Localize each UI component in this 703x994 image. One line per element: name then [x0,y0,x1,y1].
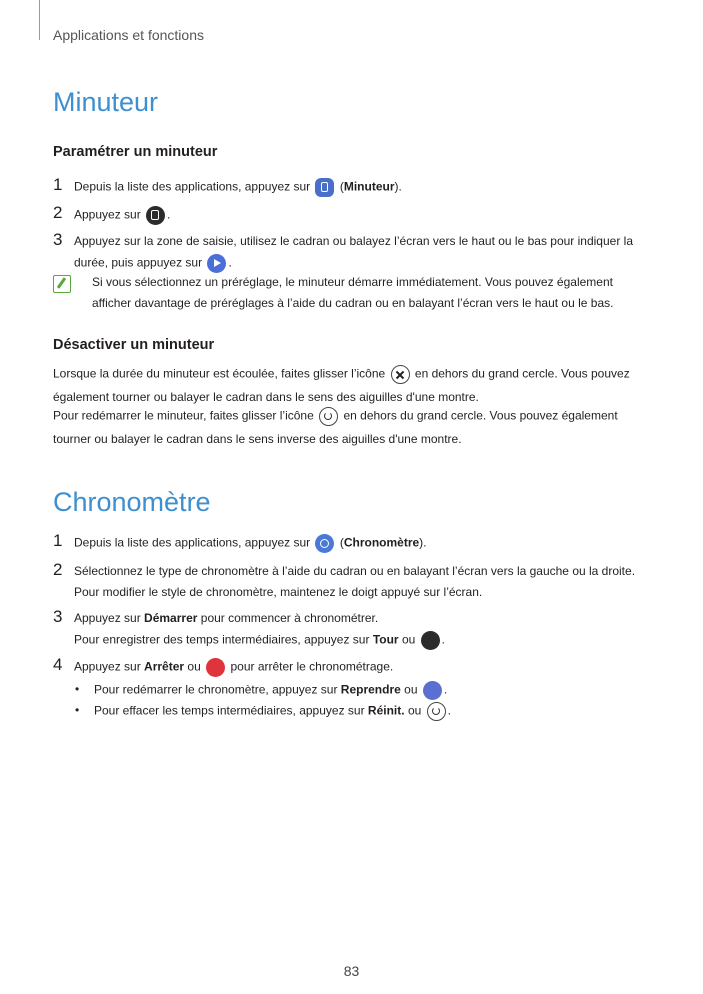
resume-icon [423,681,442,700]
step-number: 3 [53,230,63,249]
header-divider [39,0,40,40]
step-number: 2 [53,560,63,579]
preset-icon [146,206,165,225]
section-header: Applications et fonctions [53,27,204,43]
play-icon [207,254,226,273]
timer-title: Minuteur [53,87,159,117]
disable-paragraph-1: Lorsque la durée du minuteur est écoulée, faites glisser l’icône en dehors du grand cercle. Vous pouvez également tourner ou balayer le cadran dans le sens des aiguilles d'une montre. [53,366,630,404]
set-timer-heading: Paramétrer un minuteur [53,144,218,160]
stopwatch-app-icon [315,534,334,553]
disable-timer-heading: Désactiver un minuteur [53,337,215,353]
stopwatch-title: Chronomètre [53,487,211,517]
step-number: 1 [53,531,63,550]
disable-paragraph-2: Pour redémarrer le minuteur, faites glisser l’icône en dehors du grand cercle. Vous pouvez également tourner ou balayer le cadran dans le sens inverse des aiguilles d'une montre. [53,408,618,446]
step-number: 3 [53,607,63,626]
page-number: 83 [343,963,360,979]
note-icon [53,275,71,293]
step-number: 2 [53,203,63,222]
step-number: 1 [53,175,63,194]
restart-icon [319,407,338,426]
timer-app-icon [315,178,334,197]
close-icon [391,365,410,384]
stop-icon [206,658,225,677]
reset-icon [427,702,446,721]
note-text: Si vous sélectionnez un préréglage, le minuteur démarre immédiatement. Vous pouvez également afficher davantage de préréglages à l’aide du cadran ou en balayant l’écran vers le haut ou le bas. [92,275,614,311]
lap-icon [421,631,440,650]
step-number: 4 [53,655,63,674]
